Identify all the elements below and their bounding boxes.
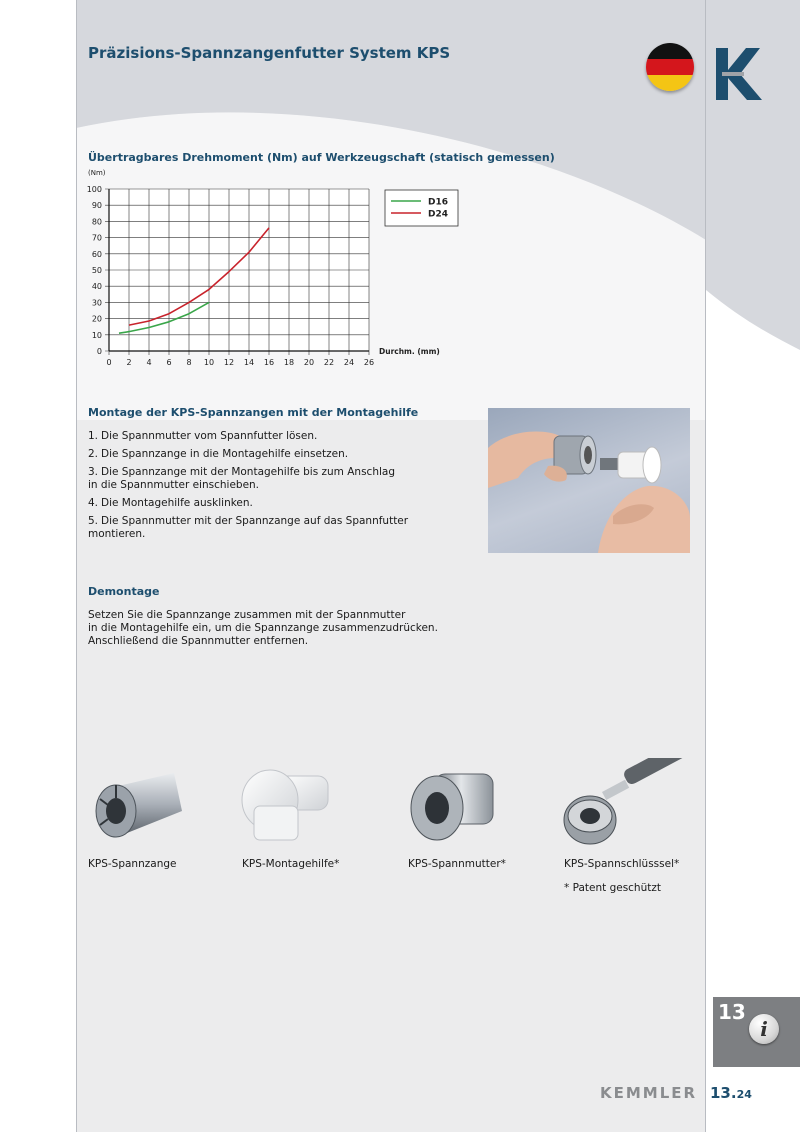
clamping-nut-image [405,766,497,846]
kemmler-logo [716,48,762,100]
x-tick-label: 26 [363,358,375,367]
mounting-step [88,430,468,443]
x-axis-label: Durchm. (mm) [379,347,440,356]
patent-note: * Patent geschützt [564,882,661,894]
mounting-step [88,448,468,461]
x-tick-label: 10 [203,358,215,367]
dismounting-section-title: Demontage [88,585,160,598]
page-title: Präzisions-Spannzangenfutter System KPS [88,44,451,62]
footer-brand: KEMMLER [600,1084,698,1102]
y-tick-label: 20 [91,314,102,324]
x-tick-label: 22 [323,358,335,367]
torque-chart [86,166,466,376]
product-label-clamping-key: KPS-Spannschlüsssel* [564,858,680,870]
german-flag-icon [646,43,694,91]
step-number: 3. [88,466,99,478]
mounting-photo [488,408,690,553]
step-text: Die Spannzange mit der Montagehilfe bis zum Anschlag in die Spannmutter einschieben. [88,466,395,491]
product-label-collet: KPS-Spannzange [88,858,177,870]
collet-image [86,765,186,845]
clamping-key-image [560,758,690,850]
legend-label: D24 [428,209,448,220]
step-text: Die Spannzange in die Montagehilfe einsetzen. [101,448,349,460]
y-tick-label: 0 [96,347,102,356]
y-tick-label: 70 [91,233,102,243]
x-tick-label: 16 [263,358,275,367]
step-number: 4. [88,497,99,509]
mounting-step [88,515,468,541]
x-tick-label: 2 [126,358,132,367]
y-tick-label: 60 [91,249,102,259]
torque-section-title: Übertragbares Drehmoment (Nm) auf Werkzeugschaft (statisch gemessen) [88,151,555,164]
y-tick-label: 10 [91,330,102,340]
x-tick-label: 20 [303,358,315,367]
product-label-mounting-aid: KPS-Montagehilfe* [242,858,340,870]
page-number-main: 13. [710,1084,737,1102]
mounting-section-title: Montage der KPS-Spannzangen mit der Montagehilfe [88,406,419,419]
right-margin-line [705,0,706,1132]
step-text: Die Spannmutter mit der Spannzange auf das Spannfutter montieren. [88,515,409,540]
legend-box [385,190,458,226]
y-tick-label: 50 [91,266,102,275]
step-number: 1. [88,430,99,442]
page-number-sub: 24 [736,1088,752,1101]
x-tick-label: 14 [243,358,255,367]
y-tick-label: 80 [91,217,102,227]
mounting-aid-image [240,766,336,846]
x-tick-label: 6 [166,358,172,367]
y-tick-label: 90 [91,201,102,211]
x-tick-label: 4 [146,358,152,367]
x-tick-label: 24 [343,358,355,367]
mounting-steps-list [88,430,468,546]
chapter-number: 13 [718,1000,746,1024]
product-label-clamping-nut: KPS-Spannmutter* [408,858,506,870]
info-icon[interactable]: i [749,1014,779,1044]
y-tick-label: 100 [86,185,102,194]
step-text: Die Spannmutter vom Spannfutter lösen. [101,430,318,442]
mounting-step [88,497,468,510]
left-margin-line [76,0,77,1132]
mounting-step [88,466,468,492]
legend-label: D16 [428,197,448,208]
x-tick-label: 12 [223,358,235,367]
page-number [710,1084,752,1102]
step-number: 5. [88,515,99,527]
x-tick-label: 8 [186,358,192,367]
x-tick-label: 18 [283,358,295,367]
step-text: Die Montagehilfe ausklinken. [101,497,253,509]
y-axis-label: (Nm) [88,169,106,177]
step-number: 2. [88,448,99,460]
y-tick-label: 40 [91,282,102,292]
y-tick-label: 30 [91,298,102,308]
dismounting-text: Setzen Sie die Spannzange zusammen mit der Spannmutter in die Montagehilfe ein, um die Spannzange zusammenzudrücken. Anschließend die Spannmutter entfernen. [88,609,438,647]
x-tick-label: 0 [106,358,112,367]
